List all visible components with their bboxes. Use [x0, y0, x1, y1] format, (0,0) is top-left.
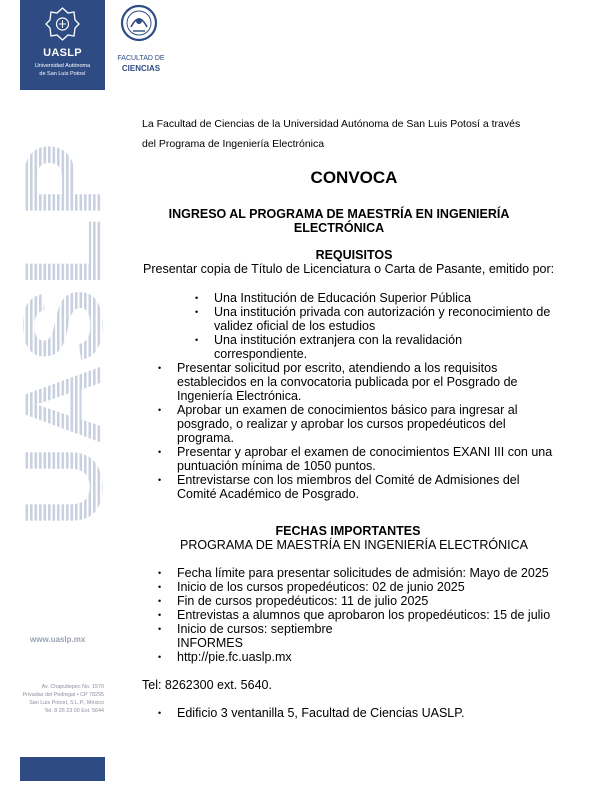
address-line: Tel. 8 26 23 00 Ext. 5644 — [44, 708, 104, 714]
program-title-line: ELECTRÓNICA — [293, 221, 385, 235]
list-item: • Presentar y aprobar el examen de conocimientos EXANI III con una puntuación mínima de 1050 puntos. — [177, 445, 557, 473]
list-item: • Inicio de los cursos propedéuticos: 02 de junio 2025 — [177, 580, 557, 594]
uaslp-logo-line1: Universidad Autónoma — [34, 63, 91, 69]
faculty-logo-line2: CIENCIAS — [121, 64, 161, 73]
list-item — [177, 622, 557, 650]
telephone: Tel: 8262300 ext. 5640. — [142, 678, 272, 692]
requirements-heading: REQUISITOS — [315, 248, 393, 262]
address-line: Privadas del Pedregal • CP 78295 — [22, 692, 104, 698]
uaslp-watermark — [0, 140, 126, 530]
dates-subheading: PROGRAMA DE MAESTRÍA EN INGENIERÍA ELECTRÓNICA — [180, 538, 528, 552]
uaslp-logo-line2: de San Luis Potosí — [39, 71, 86, 77]
intro-paragraph — [142, 114, 562, 154]
list-item: • Aprobar un examen de conocimientos básico para ingresar al posgrado, o realizar y aprobar los cursos propedéuticos del programa. — [177, 403, 557, 445]
list-item-text: • Inicio de cursos: septiembre — [177, 622, 333, 636]
address-line: San Luis Potosí, S.L.P., México — [29, 700, 104, 706]
location-list — [177, 706, 557, 720]
uaslp-logo-name: UASLP — [43, 47, 82, 59]
website-link[interactable]: www.uaslp.mx — [30, 635, 86, 644]
dates-list — [177, 566, 557, 664]
info-link[interactable]: • http://pie.fc.uaslp.mx — [177, 650, 557, 664]
intro-line: La Facultad de Ciencias de la Universidad Autónoma de San Luis Potosí a través — [142, 118, 521, 130]
list-item: • Edificio 3 ventanilla 5, Facultad de Ciencias UASLP. — [177, 706, 557, 720]
dates-heading: FECHAS IMPORTANTES — [275, 524, 421, 538]
program-title-line: INGRESO AL PROGRAMA DE MAESTRÍA EN INGENIERÍA — [168, 207, 510, 221]
watermark-text: UASLP — [0, 147, 126, 528]
requirements-list — [177, 361, 557, 501]
list-item: • Una institución extranjera con la revalidación correspondiente. — [214, 333, 554, 361]
program-title — [158, 207, 520, 235]
faculty-seal-icon — [120, 3, 158, 53]
list-item: • Fecha límite para presentar solicitudes de admisión: Mayo de 2025 — [177, 566, 557, 580]
intro-line: del Programa de Ingeniería Electrónica — [142, 138, 325, 150]
address-line: Av. Chapultepec No. 1570 — [41, 684, 104, 690]
institutions-list — [214, 291, 554, 361]
list-item: • Entrevistas a alumnos que aprobaron los propedéuticos: 15 de julio — [177, 608, 557, 622]
faculty-logo-line1: FACULTAD DE — [117, 55, 165, 62]
informes-label: INFORMES — [177, 636, 243, 650]
list-item: • Fin de cursos propedéuticos: 11 de julio 2025 — [177, 594, 557, 608]
list-item: • Entrevistarse con los miembros del Comité de Admisiones del Comité Académico de Posgrado. — [177, 473, 557, 501]
list-item: • Presentar solicitud por escrito, atendiendo a los requisitos establecidos en la convocatoria publicada por el Posgrado de Ingeniería Electrónica. — [177, 361, 557, 403]
convoca-heading: CONVOCA — [310, 168, 398, 187]
list-item: • Una Institución de Educación Superior Pública — [214, 291, 554, 305]
uaslp-shield-icon — [44, 6, 81, 44]
list-item: • Una institución privada con autorización y reconocimiento de validez oficial de los estudios — [214, 305, 554, 333]
requirements-intro: Presentar copia de Título de Licenciatura o Carta de Pasante, emitido por: — [143, 262, 555, 276]
footer-brand-block — [20, 757, 105, 781]
